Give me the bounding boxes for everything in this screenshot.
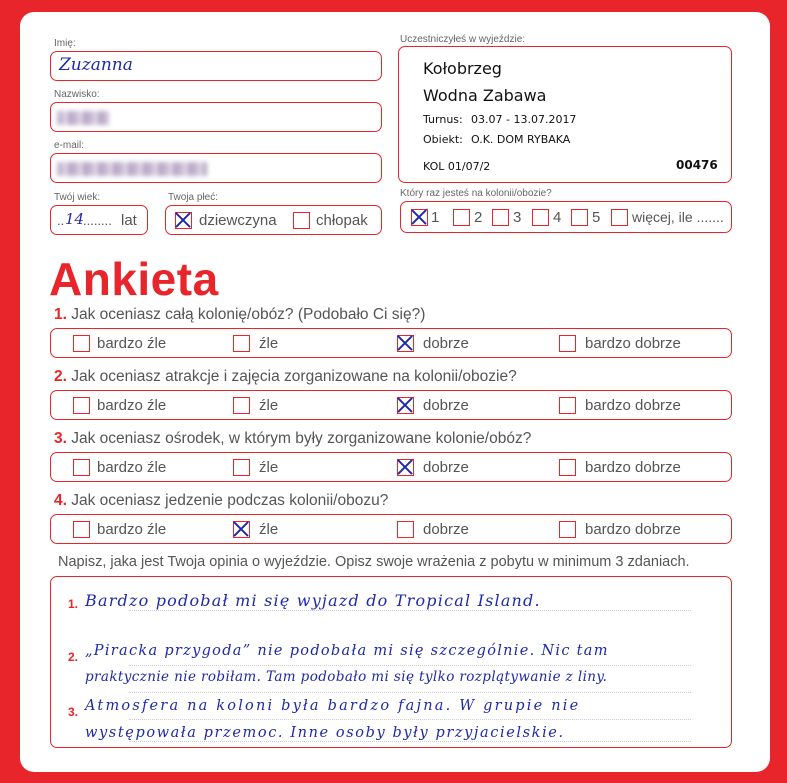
trip-label: Uczestniczyłeś w wyjeździe: <box>400 34 526 45</box>
wiek-field[interactable] <box>50 205 148 235</box>
q3-checkbox-bardzo-dobrze[interactable] <box>559 459 576 476</box>
question-1-text: Jak oceniasz całą kolonię/obóz? (Podobało Ci się?) <box>71 306 426 323</box>
opinion-line-4: Atmosfera na koloni była bardzo fajna. W grupie nie <box>85 698 581 714</box>
plec-option-dziewczyna: dziewczyna <box>199 212 277 229</box>
opinion-number-1: 1. <box>68 597 79 611</box>
question-3-text: Jak oceniasz ośrodek, w którym były zorganizowane kolonie/obóz? <box>71 430 532 447</box>
q2-checkbox-zle[interactable] <box>233 397 250 414</box>
ruled-line <box>129 610 691 611</box>
q4-option-bardzo-dobrze: bardzo dobrze <box>585 521 681 538</box>
question-4 <box>54 492 388 510</box>
question-3-number: 3. <box>54 430 67 447</box>
times-checkbox-4[interactable] <box>532 209 549 226</box>
email-label: e-mail: <box>54 140 85 151</box>
wiek-label: Twój wiek: <box>54 192 101 203</box>
q1-checkbox-zle[interactable] <box>233 335 250 352</box>
question-3 <box>54 430 531 448</box>
nazwisko-redacted <box>57 111 109 125</box>
nazwisko-label: Nazwisko: <box>54 89 100 100</box>
imie-label: Imię: <box>54 38 76 49</box>
times-checkbox-3[interactable] <box>492 209 509 226</box>
times-checkbox-more[interactable] <box>611 209 628 226</box>
q4-checkbox-bardzo-zle[interactable] <box>73 521 90 538</box>
plec-field <box>165 205 382 235</box>
opinion-line-1: Bardzo podobał mi się wyjazd do Tropical Island. <box>85 591 541 610</box>
times-checkbox-5[interactable] <box>571 209 588 226</box>
opinion-number-3: 3. <box>68 705 79 719</box>
question-2 <box>54 368 517 386</box>
question-4-answers <box>50 514 732 544</box>
wiek-dots: ........ <box>83 213 112 228</box>
q4-checkbox-zle[interactable] <box>233 521 250 538</box>
times-field <box>400 201 732 233</box>
times-label: Który raz jesteś na kolonii/obozie? <box>400 188 552 199</box>
question-2-text: Jak oceniasz atrakcje i zajęcia zorganizowane na kolonii/obozie? <box>71 368 517 385</box>
q4-option-dobrze: dobrze <box>423 521 469 538</box>
question-4-number: 4. <box>54 492 67 509</box>
question-3-answers <box>50 452 732 482</box>
times-option-1: 1 <box>431 209 440 226</box>
ruled-line <box>129 692 691 693</box>
q3-option-dobrze: dobrze <box>423 459 469 476</box>
q2-checkbox-bardzo-zle[interactable] <box>73 397 90 414</box>
q3-checkbox-dobrze[interactable] <box>397 459 414 476</box>
ruled-line <box>129 719 691 720</box>
plec-checkbox-chlopak[interactable] <box>293 212 310 229</box>
wiek-dots-pre: .. <box>57 213 65 228</box>
q4-checkbox-dobrze[interactable] <box>397 521 414 538</box>
q3-checkbox-zle[interactable] <box>233 459 250 476</box>
q4-checkbox-bardzo-dobrze[interactable] <box>559 521 576 538</box>
trip-number: 00476 <box>676 158 718 172</box>
q1-option-dobrze: dobrze <box>423 335 469 352</box>
question-1-answers <box>50 328 732 358</box>
q2-option-dobrze: dobrze <box>423 397 469 414</box>
q1-checkbox-dobrze[interactable] <box>397 335 414 352</box>
q1-checkbox-bardzo-zle[interactable] <box>73 335 90 352</box>
wiek-value: 14 <box>65 210 85 228</box>
q1-option-bardzo-zle: bardzo źle <box>97 335 167 352</box>
trip-city: Kołobrzeg <box>423 59 502 78</box>
q3-option-bardzo-zle: bardzo źle <box>97 459 167 476</box>
trip-info-box <box>398 46 732 183</box>
times-checkbox-2[interactable] <box>453 209 470 226</box>
q3-option-zle: źle <box>259 459 279 476</box>
plec-checkbox-dziewczyna[interactable] <box>175 212 192 229</box>
trip-obiekt-label: Obiekt: <box>423 133 463 146</box>
trip-obiekt-value: O.K. DOM RYBAKA <box>471 133 571 146</box>
q3-checkbox-bardzo-zle[interactable] <box>73 459 90 476</box>
opinion-textarea[interactable] <box>50 576 732 748</box>
q1-option-zle: źle <box>259 335 279 352</box>
q2-option-bardzo-zle: bardzo źle <box>97 397 167 414</box>
times-option-3: 3 <box>513 209 522 226</box>
trip-turnus-value: 03.07 - 13.07.2017 <box>471 113 577 126</box>
trip-name: Wodna Zabawa <box>423 86 547 105</box>
times-option-more: więcej, ile ....... <box>632 209 724 225</box>
q2-option-zle: źle <box>259 397 279 414</box>
times-option-4: 4 <box>553 209 562 226</box>
trip-code: KOL 01/07/2 <box>423 160 491 173</box>
ruled-line <box>129 665 691 666</box>
wiek-unit: lat <box>121 212 137 229</box>
plec-label: Twoja płeć: <box>168 192 219 203</box>
opinion-line-5: występowała przemoc. Inne osoby były przyjacielskie. <box>85 725 565 741</box>
q1-option-bardzo-dobrze: bardzo dobrze <box>585 335 681 352</box>
q2-checkbox-dobrze[interactable] <box>397 397 414 414</box>
times-option-2: 2 <box>474 209 483 226</box>
q4-option-bardzo-zle: bardzo źle <box>97 521 167 538</box>
question-1-number: 1. <box>54 306 67 323</box>
survey-title: Ankieta <box>49 253 219 305</box>
q2-checkbox-bardzo-dobrze[interactable] <box>559 397 576 414</box>
opinion-line-3: praktycznie nie robiłam. Tam podobało mi się tylko rozplątywanie z liny. <box>85 669 608 685</box>
q4-option-zle: źle <box>259 521 279 538</box>
email-field[interactable] <box>50 153 382 183</box>
opinion-number-2: 2. <box>68 650 79 664</box>
q3-option-bardzo-dobrze: bardzo dobrze <box>585 459 681 476</box>
ruled-line <box>129 741 691 742</box>
question-2-number: 2. <box>54 368 67 385</box>
q1-checkbox-bardzo-dobrze[interactable] <box>559 335 576 352</box>
times-option-5: 5 <box>592 209 601 226</box>
question-1 <box>54 306 425 324</box>
trip-turnus-label: Turnus: <box>423 113 463 126</box>
nazwisko-field[interactable] <box>50 102 382 132</box>
question-2-answers <box>50 390 732 420</box>
plec-option-chlopak: chłopak <box>316 212 368 229</box>
imie-field[interactable] <box>50 51 382 81</box>
times-checkbox-1[interactable] <box>411 209 428 226</box>
imie-value: Zuzanna <box>59 55 133 75</box>
opinion-prompt: Napisz, jaka jest Twoja opinia o wyjeździe. Opisz swoje wrażenia z pobytu w minimum 3 zdaniach. <box>58 554 690 570</box>
q2-option-bardzo-dobrze: bardzo dobrze <box>585 397 681 414</box>
email-redacted <box>57 162 207 176</box>
opinion-line-2: „Piracka przygoda” nie podobała mi się szczególnie. Nic tam <box>85 643 609 659</box>
question-4-text: Jak oceniasz jedzenie podczas kolonii/obozu? <box>71 492 389 509</box>
